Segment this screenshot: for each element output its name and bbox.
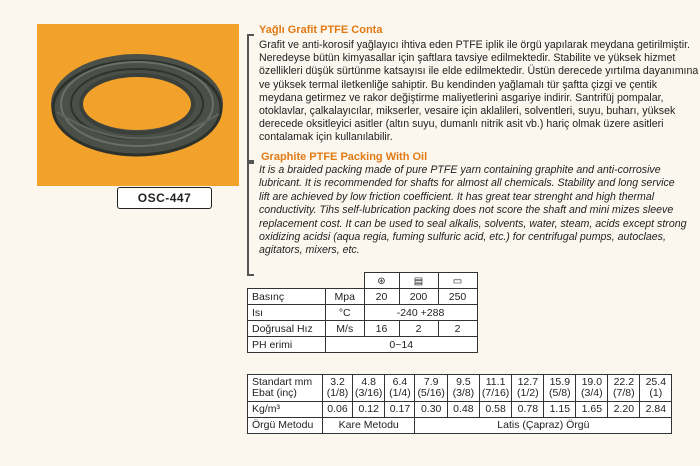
size-inch: (7/16) (481, 387, 510, 399)
bracket-decor-tr (247, 34, 254, 162)
sizes-table (247, 374, 672, 434)
rotary-icon: ⊛ (364, 273, 399, 289)
description-en: It is a braided packing made of pure PTFE yarn containing graphite and anti-corrosive lubricant. It is recommended for shafts for almost all chemicals. Stability and long service lift are achieved by low friction coefficient. It has great tear strenght and high thermal conductivity. Tihs self-lubrication packing does not score the shaft and mini mizes sleeve replacement cost. It can be used to seal alkalis, solvents, water, steam, acids except strong oxidizing acidsi (aqua regia, fuming sulfuric acid, etc.) for centrifugal pumps, autoclaes, agitators, mixers, etc. (259, 164, 687, 257)
spec-value: 2 (399, 321, 438, 337)
size-inch: (1/4) (389, 387, 411, 399)
method-lattice: Latis (Çapraz) Örgü (415, 418, 672, 434)
spec-label: Doğrusal Hız (248, 321, 326, 337)
method-row (248, 418, 672, 434)
weight-row (248, 402, 672, 418)
size-cell (544, 375, 576, 402)
coiled-packing-image (37, 24, 239, 186)
weight-label: Kg/m³ (248, 402, 323, 418)
weight-cell: 0.30 (415, 402, 447, 418)
size-label-inch: Ebat (inç) (252, 387, 297, 399)
spec-row-ph (248, 337, 478, 353)
size-cell (576, 375, 608, 402)
size-mm: 6.4 (392, 376, 408, 388)
bracket-decor-en (247, 162, 254, 276)
spec-value: -240 +288 (364, 305, 477, 321)
size-mm: 4.8 (361, 376, 377, 388)
title-en: Graphite PTFE Packing With Oil (261, 151, 428, 163)
spec-value: 200 (399, 289, 438, 305)
size-cell (415, 375, 447, 402)
size-mm: 15.9 (549, 376, 571, 388)
size-inch: (1/8) (326, 387, 349, 399)
product-photo (37, 24, 239, 186)
static-icon: ▭ (438, 273, 477, 289)
spec-table (247, 272, 478, 353)
spec-value: 2 (438, 321, 477, 337)
size-cell (447, 375, 479, 402)
spec-label: PH erimi (248, 337, 326, 353)
size-inch: (3/16) (355, 387, 383, 399)
method-square: Kare Metodu (323, 418, 415, 434)
size-label-mm: Standart mm (252, 376, 313, 388)
weight-cell: 2.20 (608, 402, 640, 418)
size-mm: 22.2 (613, 376, 635, 388)
size-inch: (5/8) (549, 387, 571, 399)
weight-cell: 0.17 (385, 402, 415, 418)
spec-row-speed (248, 321, 478, 337)
reciprocating-icon: ▤ (399, 273, 438, 289)
size-inch: (7/8) (613, 387, 635, 399)
description-tr: Grafit ve anti-korosif yağlayıcı ihtiva eden PTFE iplik ile örgü yapılarak meydana getirilmiştir. Neredeyse bütün kimyasallar için şaftlara tavsiye edilmektedir. Stabilite ve yüksek hizmet özellikleri düşük sürtünme katsayısı ile elde edilmektedir. Üstün derecede yırtılma dayanımına ve yüksek termal iletkenliğe sahiptir. Bu kendinden yağlamalı tür şaftta çizgi ve çentik meydana getirmez ve rakor değiştirme maliyetlerini asgariye indirir. Santrifüj pompalar, otoklavlar, çalkalayıcılar, mikserler, vesaire için aklalileri, solventleri, suyu, buharı, yüksek derecede oksitleyici asitler (altın suyu, dumanlı nitrik asit vb.) hariç olmak üzere asitleri contalamak için kullanılabilir. (259, 39, 699, 144)
size-mm: 11.1 (485, 376, 506, 388)
size-cell (385, 375, 415, 402)
size-cell (323, 375, 353, 402)
size-inch: (5/16) (417, 387, 445, 399)
weight-cell: 0.06 (323, 402, 353, 418)
spec-unit: M/s (326, 321, 365, 337)
weight-cell: 0.58 (479, 402, 511, 418)
size-mm: 7.9 (423, 376, 439, 388)
weight-cell: 1.15 (544, 402, 576, 418)
spec-label: Basınç (248, 289, 326, 305)
size-mm: 25.4 (645, 376, 667, 388)
method-label: Örgü Metodu (248, 418, 323, 434)
size-mm: 19.0 (581, 376, 603, 388)
weight-cell: 0.12 (353, 402, 385, 418)
spec-row-pressure (248, 289, 478, 305)
spec-unit: °C (326, 305, 365, 321)
size-cell (608, 375, 640, 402)
size-inch: (1/2) (517, 387, 539, 399)
size-cell (512, 375, 544, 402)
weight-cell: 0.78 (512, 402, 544, 418)
weight-cell: 2.84 (640, 402, 672, 418)
spec-value: 20 (364, 289, 399, 305)
product-code: OSC-447 (117, 187, 212, 209)
size-mm: 3.2 (330, 376, 345, 388)
spec-value: 16 (364, 321, 399, 337)
size-cell (640, 375, 672, 402)
size-inch: (3/4) (581, 387, 603, 399)
size-inch: (1) (649, 387, 663, 399)
spec-value: 0~14 (326, 337, 478, 353)
size-inch: (3/8) (452, 387, 475, 399)
weight-cell: 0.48 (447, 402, 479, 418)
spec-label: Isı (248, 305, 326, 321)
size-mm: 12.7 (517, 376, 539, 388)
size-row (248, 375, 672, 402)
spec-unit: Mpa (326, 289, 365, 305)
weight-cell: 1.65 (576, 402, 608, 418)
size-cell (479, 375, 511, 402)
title-tr: Yağlı Grafit PTFE Conta (259, 24, 383, 36)
size-mm: 9.5 (456, 376, 471, 388)
size-cell (353, 375, 385, 402)
spec-value: 250 (438, 289, 477, 305)
spec-icon-row (248, 273, 478, 289)
spec-row-temperature (248, 305, 478, 321)
